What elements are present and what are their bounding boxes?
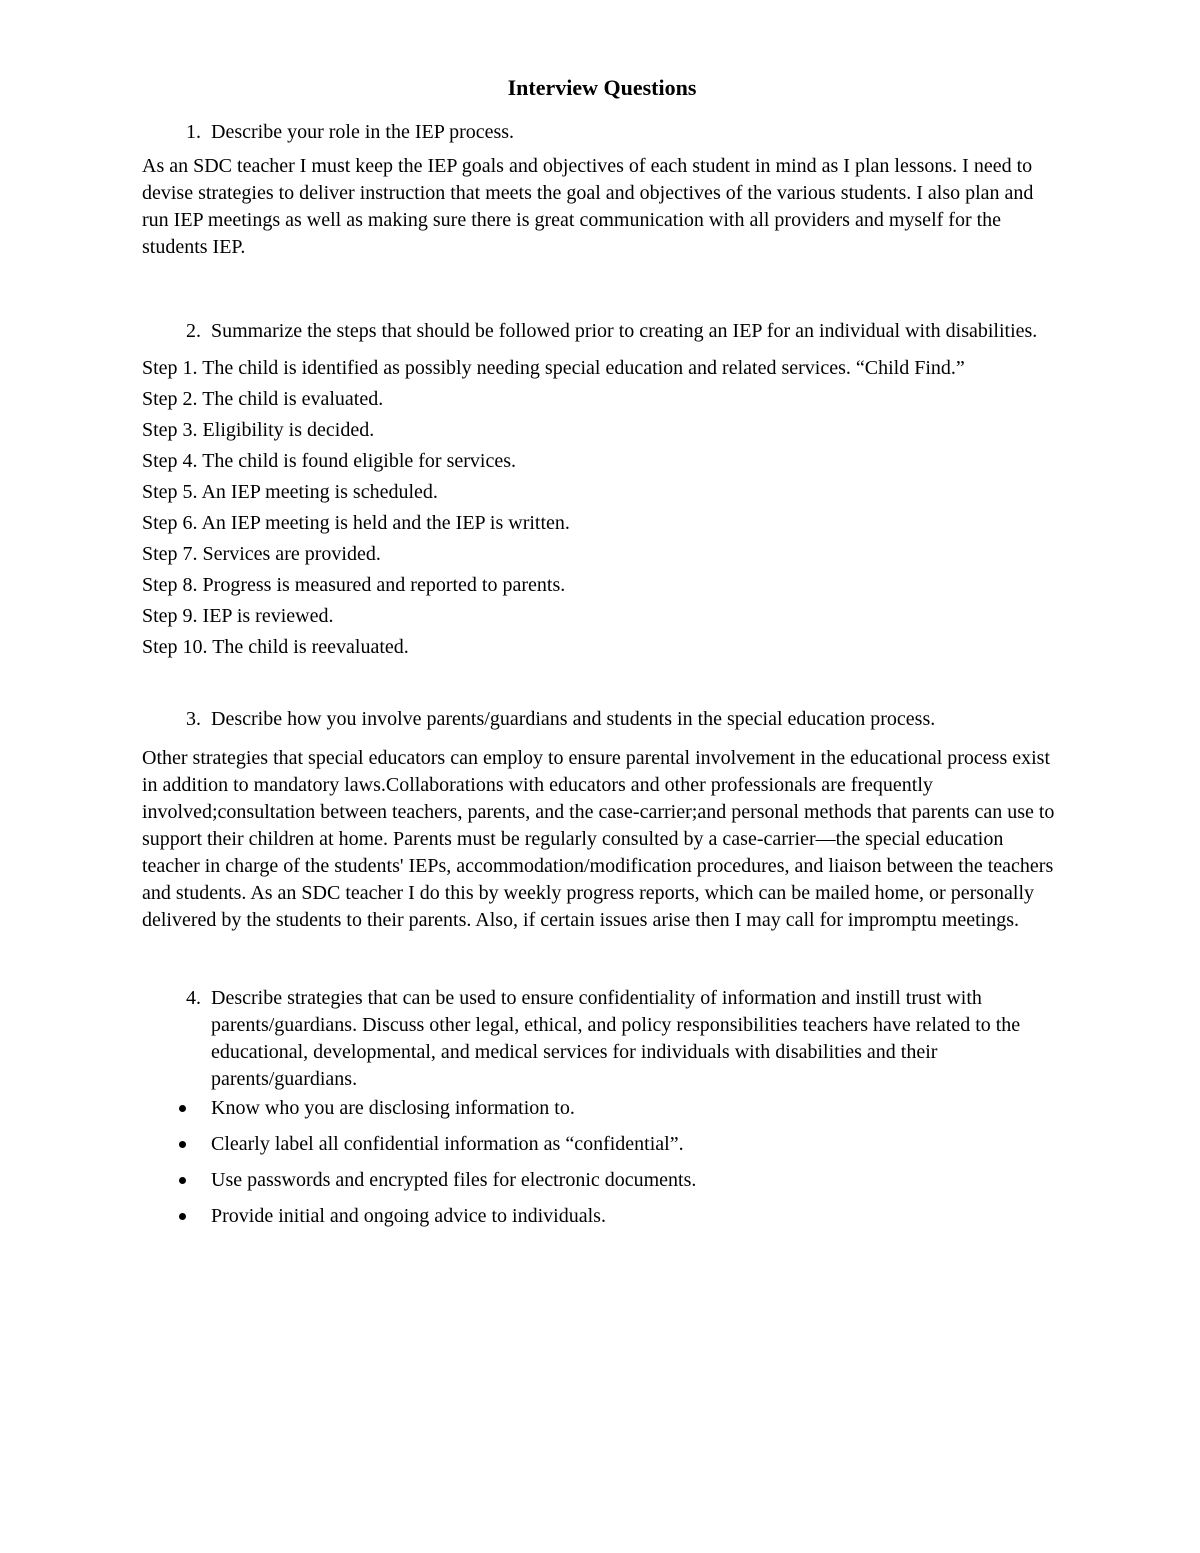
bullet-list <box>142 1095 1062 1230</box>
step-item: Step 5. An IEP meeting is scheduled. <box>142 481 438 503</box>
steps-list <box>142 353 1062 663</box>
step-item: Step 3. Eligibility is decided. <box>142 419 375 441</box>
question-number: 3. <box>186 708 201 730</box>
step-item: Step 9. IEP is reviewed. <box>142 605 334 627</box>
bullet-icon <box>142 1131 211 1158</box>
question-number: 2. <box>186 320 201 342</box>
question-3 <box>142 706 1062 733</box>
bullet-text: Know who you are disclosing information to. <box>211 1097 575 1119</box>
bullet-item <box>142 1167 1062 1194</box>
step-item: Step 2. The child is evaluated. <box>142 388 384 410</box>
question-2 <box>142 318 1062 345</box>
question-text: Describe your role in the IEP process. <box>211 121 515 143</box>
step-item: Step 10. The child is reevaluated. <box>142 636 409 658</box>
answer-3: Other strategies that special educators can employ to ensure parental involvement in the educational process exist in addition to mandatory laws.Collaborations with educators and other professionals are frequently involved;consultation between teachers, parents, and the case-carrier;and personal methods that parents can use to support their children at home. Parents must be regularly consulted by a case-carrier—the special education teacher in charge of the students' IEPs, accommodation/modification procedures, and liaison between the teachers and students. As an SDC teacher I do this by weekly progress reports, which can be mailed home, or personally delivered by the students to their parents. Also, if certain issues arise then I may call for impromptu meetings. <box>142 747 1055 931</box>
question-4 <box>142 985 1062 1093</box>
question-text: Describe how you involve parents/guardians and students in the special education process. <box>211 708 936 730</box>
bullet-icon <box>142 1167 211 1194</box>
bullet-icon <box>142 1203 211 1230</box>
step-item: Step 1. The child is identified as possibly needing special education and related services. “Child Find.” <box>142 357 965 379</box>
document-title: Interview Questions <box>507 75 697 100</box>
step-item: Step 4. The child is found eligible for services. <box>142 450 516 472</box>
step-item: Step 8. Progress is measured and reported to parents. <box>142 574 566 596</box>
step-item: Step 7. Services are provided. <box>142 543 381 565</box>
bullet-text: Clearly label all confidential information as “confidential”. <box>211 1133 684 1155</box>
question-number: 4. <box>186 987 201 1009</box>
bullet-item <box>142 1203 1062 1230</box>
question-number: 1. <box>186 121 201 143</box>
answer-1: As an SDC teacher I must keep the IEP goals and objectives of each student in mind as I plan lessons. I need to devise strategies to deliver instruction that meets the goal and objectives of the various students. I also plan and run IEP meetings as well as making sure there is great communication with all providers and myself for the students IEP. <box>142 155 1034 258</box>
question-1 <box>142 119 1062 146</box>
bullet-item <box>142 1131 1062 1158</box>
bullet-item <box>142 1095 1062 1122</box>
step-item: Step 6. An IEP meeting is held and the IEP is written. <box>142 512 570 534</box>
question-text: Describe strategies that can be used to ensure confidentiality of information and instill trust with parents/guardians. Discuss other legal, ethical, and policy responsibilities teachers have related to the educational, developmental, and medical services for individuals with disabilities and their parents/guardians. <box>211 987 1021 1090</box>
document-page <box>142 70 1062 1230</box>
question-text: Summarize the steps that should be followed prior to creating an IEP for an individual with disabilities. <box>211 320 1038 342</box>
bullet-text: Use passwords and encrypted files for electronic documents. <box>211 1169 697 1191</box>
bullet-icon <box>142 1095 211 1122</box>
bullet-text: Provide initial and ongoing advice to individuals. <box>211 1205 606 1227</box>
